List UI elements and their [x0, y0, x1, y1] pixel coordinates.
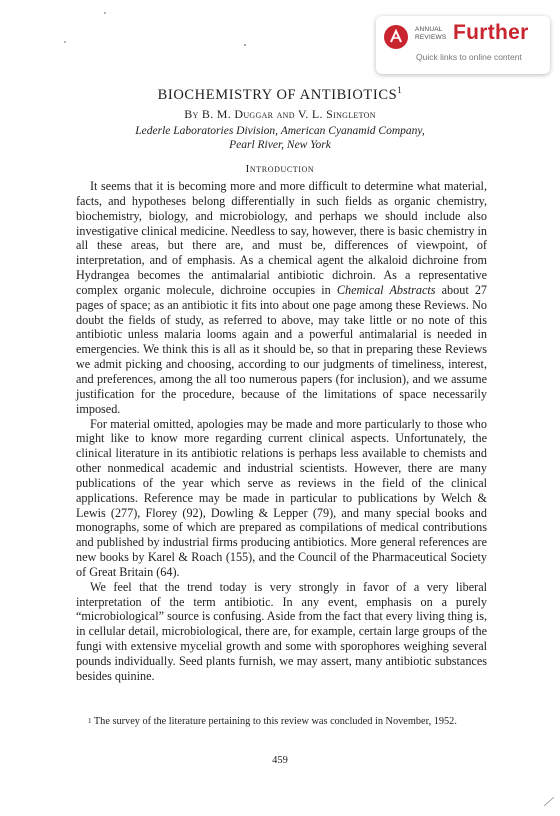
badge-subtitle[interactable]: Quick links to online content [416, 52, 522, 62]
paragraph-text: It seems that it is becoming more and more difficult to determine what material, facts, and hypotheses belong differentially in such fields as organic chemistry, biochemistry, biology, and microbiology, and perhaps we should include also investigative clinical medicine. Needless to say, however, there is basic chemistry in all these areas, but there are, and must be, differences of viewpoint, of interpretation, and of emphasis. As a chemical agent the alkaloid dichroine from Hydrangea becomes the antimalarial antibiotic dichroin. As a representative complex organic molecule, dichroine occupies in [76, 179, 487, 297]
scan-speck [104, 12, 106, 14]
body-paragraph: We feel that the trend today is very strongly in favor of a very liberal interpretation of the term antibiotic. In any event, emphasis on a purely “microbiological” source is confusing. Aside from the fact that every living thing is, in cellular detail, microbiological, there are, for example, certain large groups of the fungi with extensive mycelial growth and some with sporophores weighing several pounds individually. Seed plants furnish, we may assert, many antibiotic substances besides quinine. [76, 579, 487, 683]
article-authors: By B. M. Duggar and V. L. Singleton [184, 107, 376, 121]
badge-title: Further [453, 21, 529, 44]
scan-speck [64, 41, 66, 43]
badge-brand-line2: REVIEWS [415, 33, 447, 41]
page-number: 459 [272, 755, 288, 766]
journal-name: Chemical Abstracts [336, 282, 436, 297]
article-title [0, 87, 560, 104]
footnote-text: The survey of the literature pertaining to this review was concluded in November, 1952. [91, 716, 457, 727]
scan-edge-mark [542, 794, 556, 808]
paragraph-text: about 27 pages of space; as an antibiotic it fits into about one page among these Reviews. No doubt the fields of study, as referred to above, may take little or no note of this antibiotic unless malaria looms again and a powerful antimalarial is needed in emergencies. We think this is all as it should be, so that in preparing these Reviews we admit picking and choosing, according to our judgments of timeliness, interest, and preferences, among the all too numerous papers (for inclusion), and we assume justification for the procedure, because of the limitations of space necessarily imposed. [76, 282, 488, 416]
article-title-text: BIOCHEMISTRY OF ANTIBIOTICS [157, 87, 398, 103]
badge-brand [415, 26, 446, 41]
author-affiliation [0, 124, 560, 152]
further-links-badge[interactable] [376, 16, 550, 74]
scan-speck [244, 44, 246, 46]
affiliation-line2: Pearl River, New York [229, 139, 331, 151]
badge-brand-line1: ANNUAL [415, 26, 443, 33]
body-paragraph: For material omitted, apologies may be made and more particularly to those who might like to know more regarding current clinical aspects. Unfortunately, the clinical literature in its antibiotic relations is perhaps less available to chemists and other nonmedical academic and industrial scientists. However, there are many publications of the year which serve as reviews in the field of the clinical applications. Reference may be made in particular to publications by Welch & Lewis (277), Florey (92), Dowling & Lepper (79), and many special books and monographs, some of which are prepared as compilations of medical contributions and published by industrial firms producing antibiotics. More general references are new books by Karel & Roach (155), and the Council of the Pharmaceutical Society of Great Britain (64). [76, 416, 487, 579]
section-heading: Introduction [245, 163, 315, 175]
footnote-marker: 1 [88, 717, 92, 725]
body-paragraph [76, 179, 487, 417]
article-body [76, 179, 487, 684]
affiliation-line1: Lederle Laboratories Division, American Cyanamid Company, [135, 125, 425, 137]
annual-reviews-logo-icon [384, 25, 408, 49]
title-footnote-marker: 1 [397, 85, 403, 95]
footnote [76, 715, 487, 728]
